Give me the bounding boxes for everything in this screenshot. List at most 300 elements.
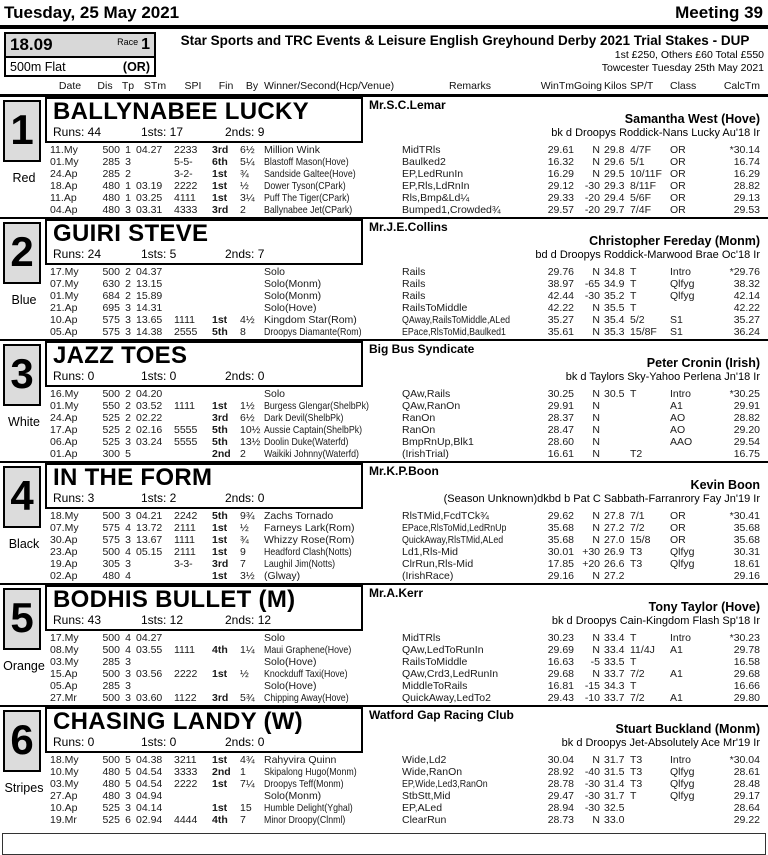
cell-going: N bbox=[592, 326, 600, 339]
cell-date: 11.Ap bbox=[50, 192, 77, 205]
cell-date: 01.My bbox=[50, 400, 79, 413]
cell-trap: 1 bbox=[125, 180, 131, 193]
cell-going: -65 bbox=[584, 278, 600, 291]
cell-trap: 2 bbox=[125, 400, 131, 413]
cell-spi: 2111 bbox=[174, 522, 196, 535]
dog-name-box bbox=[45, 97, 363, 143]
cell-finish: 5th bbox=[212, 436, 228, 449]
cell-remarks: MidTRls bbox=[402, 632, 441, 644]
cell-trap: 5 bbox=[125, 778, 131, 791]
form-row bbox=[0, 632, 768, 644]
cell-kilos: 33.7 bbox=[604, 692, 625, 705]
cell-calctime: 18.61 bbox=[733, 558, 760, 571]
cell-remarks: RanOn bbox=[402, 412, 436, 425]
cell-class: AAO bbox=[670, 436, 693, 449]
form-row bbox=[0, 802, 768, 814]
cell-sectional-time bbox=[136, 448, 174, 460]
cell-trap: 3 bbox=[125, 326, 131, 339]
cell-distance: 305 bbox=[102, 558, 120, 571]
dog-record bbox=[53, 247, 361, 261]
cell-wintime: 28.78 bbox=[547, 778, 574, 791]
cell-remarks: EPace,RlsToMid,LedRnUp bbox=[402, 522, 507, 535]
cell-finish: 1st bbox=[212, 778, 228, 791]
cell-trap: 4 bbox=[125, 522, 131, 535]
dog-name-box bbox=[45, 585, 363, 631]
cell-spi: 1111 bbox=[174, 400, 196, 413]
cell-going: N bbox=[592, 632, 600, 644]
cell-sectional-time: 04.38 bbox=[136, 754, 163, 766]
col-spi: SPI bbox=[184, 80, 202, 92]
cell-sp: 5/1 bbox=[630, 156, 645, 169]
cell-wintime: 29.16 bbox=[547, 570, 574, 583]
cell-sectional-time: 05.15 bbox=[136, 546, 163, 559]
cell-by: ¾ bbox=[240, 168, 249, 181]
cell-spi bbox=[174, 656, 212, 668]
cell-kilos: 31.4 bbox=[604, 778, 625, 791]
cell-finish: 1st bbox=[212, 180, 228, 193]
cell-calctime: 35.68 bbox=[733, 534, 760, 547]
cell-class: Qlfyg bbox=[670, 558, 695, 571]
cell-sp: 5/2 bbox=[630, 314, 645, 327]
dog-header bbox=[45, 585, 768, 631]
cell-finish: 2nd bbox=[212, 766, 231, 779]
cell-kilos: 33.4 bbox=[604, 644, 625, 657]
cell-by: 4½ bbox=[240, 314, 255, 327]
dog-runs: Runs: 3 bbox=[53, 491, 95, 505]
cell-sp: 7/2 bbox=[630, 692, 645, 705]
cell-sectional-time: 15.89 bbox=[136, 290, 163, 303]
breeding-line: (Season Unknown)dkbd b Pat C Sabbath-Farranrory Fay Jn'19 Ir bbox=[443, 493, 760, 505]
cell-remarks: RailsToMiddle bbox=[402, 656, 468, 669]
cell-trap: 3 bbox=[125, 204, 131, 217]
cell-class: AO bbox=[670, 412, 686, 425]
cell-sectional-time: 04.14 bbox=[136, 802, 163, 815]
cell-by: ½ bbox=[240, 668, 249, 681]
cell-going: -20 bbox=[584, 192, 600, 205]
cell-calctime: 28.82 bbox=[733, 412, 760, 425]
cell-date: 06.Ap bbox=[50, 436, 78, 449]
col-remarks: Remarks bbox=[448, 80, 491, 92]
cell-sp: T3 bbox=[630, 778, 643, 791]
cell-sp: T bbox=[630, 632, 637, 644]
cell-sectional-time: 03.60 bbox=[136, 692, 163, 705]
cell-kilos: 30.5 bbox=[604, 388, 625, 400]
form-row bbox=[0, 424, 768, 436]
cell-calctime: 29.20 bbox=[733, 424, 760, 437]
cell-finish bbox=[212, 302, 240, 314]
cell-finish: 1st bbox=[212, 754, 228, 766]
cell-going: -20 bbox=[584, 204, 600, 217]
cell-winner: (Glway) bbox=[264, 570, 301, 583]
cell-by: 2 bbox=[240, 448, 246, 461]
cell-finish: 3rd bbox=[212, 204, 229, 217]
cell-remarks: Wide,RanOn bbox=[402, 766, 463, 779]
cell-sp: 8/11F bbox=[630, 180, 657, 193]
dog-seconds: 2nds: 0 bbox=[225, 369, 265, 383]
cell-distance: 480 bbox=[102, 180, 120, 193]
cell-trap: 5 bbox=[125, 448, 131, 461]
col-wintm: WinTm bbox=[540, 80, 574, 92]
dogs bbox=[0, 97, 768, 827]
cell-wintime: 28.73 bbox=[547, 814, 574, 827]
cell-remarks: QuickAway,LedTo2 bbox=[402, 692, 491, 705]
cell-date: 23.Ap bbox=[50, 546, 78, 559]
cell-going: N bbox=[592, 266, 600, 278]
cell-wintime: 42.44 bbox=[547, 290, 574, 303]
cell-remarks: Rails bbox=[402, 266, 426, 278]
cell-finish: 2nd bbox=[212, 448, 231, 461]
cell-spi bbox=[174, 632, 212, 644]
dog-block bbox=[0, 97, 768, 217]
cell-distance: 525 bbox=[102, 802, 120, 815]
cell-sp bbox=[628, 570, 670, 582]
cell-calctime: 42.22 bbox=[733, 302, 760, 315]
cell-distance: 500 bbox=[102, 668, 120, 681]
cell-spi: 4111 bbox=[174, 192, 196, 205]
cell-spi: 1111 bbox=[174, 534, 196, 547]
cell-kilos: 34.8 bbox=[604, 266, 625, 278]
cell-sectional-time: 13.65 bbox=[136, 314, 163, 327]
dog-connections bbox=[363, 585, 768, 631]
cell-spi: 2222 bbox=[174, 180, 198, 193]
cell-finish: 1st bbox=[212, 668, 228, 681]
cell-distance: 500 bbox=[102, 644, 120, 657]
cell-spi: 4444 bbox=[174, 814, 198, 827]
cell-kilos: 34.9 bbox=[604, 278, 625, 291]
cell-wintime: 30.01 bbox=[547, 546, 574, 559]
cell-finish: 1st bbox=[212, 400, 228, 413]
cell-remarks: RailsToMiddle bbox=[402, 302, 468, 315]
cell-spi: 1111 bbox=[174, 314, 196, 327]
cell-going: N bbox=[592, 754, 600, 766]
cell-winner: Puff The Tiger(CPark) bbox=[264, 192, 350, 205]
race-number: 1 bbox=[141, 36, 150, 53]
form-rows bbox=[0, 632, 768, 705]
cell-calctime: 28.64 bbox=[733, 802, 760, 815]
cell-winner: Solo(Hove) bbox=[264, 656, 317, 669]
cell-kilos: 31.5 bbox=[604, 766, 625, 779]
cell-by: 9 bbox=[240, 546, 246, 559]
cell-wintime: 28.60 bbox=[547, 436, 574, 449]
cell-going: N bbox=[592, 168, 600, 181]
cell-spi: 2242 bbox=[174, 510, 198, 522]
cell-calctime: 16.75 bbox=[733, 448, 760, 461]
cell-sp: T bbox=[630, 290, 637, 303]
cell-kilos: 31.7 bbox=[604, 754, 625, 766]
col-class: Class bbox=[670, 80, 697, 92]
cell-winner: Whizzy Rose(Rom) bbox=[264, 534, 355, 547]
form-rows bbox=[0, 388, 768, 461]
cell-by: 10½ bbox=[240, 424, 261, 437]
cell-calctime: 29.53 bbox=[733, 204, 760, 217]
cell-by: 1 bbox=[240, 766, 246, 779]
cell-sp: T bbox=[630, 266, 637, 278]
dog-name-box bbox=[45, 707, 363, 753]
cell-class bbox=[670, 814, 710, 826]
cell-going: N bbox=[592, 388, 600, 400]
cell-spi bbox=[174, 278, 212, 290]
form-row bbox=[0, 546, 768, 558]
cell-going: N bbox=[592, 534, 600, 547]
cell-wintime: 29.68 bbox=[547, 668, 574, 681]
cell-calctime: 29.16 bbox=[733, 570, 760, 583]
cell-remarks: QAw,LedToRunIn bbox=[402, 644, 484, 657]
cell-by: 8 bbox=[240, 326, 246, 339]
cell-winner: Solo bbox=[264, 388, 286, 400]
cell-remarks: QuickAway,RlsTMid,ALed bbox=[402, 534, 504, 547]
cell-distance: 500 bbox=[102, 754, 120, 766]
cell-date: 05.Ap bbox=[50, 326, 78, 339]
cell-finish: 1st bbox=[212, 802, 228, 815]
form-row bbox=[0, 290, 768, 302]
cell-sectional-time: 03.55 bbox=[136, 644, 163, 657]
cell-class: A1 bbox=[670, 692, 683, 705]
cell-remarks: EP,LedRunIn bbox=[402, 168, 464, 181]
breeding-line: bk d Droopys Cain-Kingdom Flash Sp'18 Ir bbox=[551, 615, 760, 627]
cell-kilos: 27.0 bbox=[604, 534, 625, 547]
cell-sectional-time: 13.15 bbox=[136, 278, 163, 291]
dog-name: BALLYNABEE LUCKY bbox=[53, 98, 309, 125]
cell-wintime: 16.81 bbox=[547, 680, 574, 693]
cell-sp: T3 bbox=[630, 558, 643, 571]
cell-distance: 630 bbox=[102, 278, 120, 291]
cell-spi: 5555 bbox=[174, 436, 198, 449]
cell-distance: 500 bbox=[102, 632, 120, 644]
cell-kilos: 29.5 bbox=[604, 168, 625, 181]
cell-remarks: RanOn bbox=[402, 424, 436, 437]
cell-trap: 2 bbox=[125, 290, 131, 303]
cell-wintime: 29.76 bbox=[547, 266, 574, 278]
cell-spi bbox=[174, 388, 212, 400]
cell-sp: T bbox=[630, 790, 637, 803]
form-row bbox=[0, 790, 768, 802]
cell-kilos bbox=[600, 424, 628, 436]
trainer-name: Tony Taylor (Hove) bbox=[648, 600, 760, 614]
cell-sp: 5/6F bbox=[630, 192, 652, 205]
form-rows bbox=[0, 144, 768, 217]
meeting-number: Meeting 39 bbox=[675, 3, 763, 22]
cell-sectional-time: 04.27 bbox=[136, 632, 163, 644]
dog-name: GUIRI STEVE bbox=[53, 220, 209, 247]
cell-class: OR bbox=[670, 510, 686, 522]
cell-calctime: 36.24 bbox=[733, 326, 760, 339]
form-row bbox=[0, 204, 768, 216]
cell-class: A1 bbox=[670, 644, 683, 657]
cell-sectional-time: 04.37 bbox=[136, 266, 163, 278]
cell-by: 5¾ bbox=[240, 692, 255, 705]
cell-winner: Dark Devil(ShelbPk) bbox=[264, 412, 344, 425]
cell-date: 04.Ap bbox=[50, 204, 78, 217]
cell-wintime: 17.85 bbox=[547, 558, 574, 571]
dog-block bbox=[0, 583, 768, 705]
cell-date: 27.Ap bbox=[50, 790, 78, 803]
cell-winner: Waikiki Johnny(Waterfd) bbox=[264, 448, 359, 461]
cell-by: 5¼ bbox=[240, 156, 255, 169]
cell-remarks: MidTRls bbox=[402, 144, 441, 156]
form-row bbox=[0, 412, 768, 424]
cell-remarks: Rls,Bmp&Ld¼ bbox=[402, 192, 470, 205]
cell-spi: 3-2- bbox=[174, 168, 193, 181]
cell-wintime: 29.91 bbox=[547, 400, 574, 413]
cell-sectional-time: 04.27 bbox=[136, 144, 163, 156]
dog-block bbox=[0, 705, 768, 827]
cell-remarks: QAw,Rails bbox=[402, 388, 451, 400]
cell-calctime: 35.27 bbox=[733, 314, 760, 327]
cell-going: N bbox=[592, 814, 600, 827]
form-row bbox=[0, 814, 768, 826]
cell-distance: 480 bbox=[102, 766, 120, 779]
owner-name: Mr.J.E.Collins bbox=[369, 220, 448, 234]
dog-block bbox=[0, 461, 768, 583]
cell-kilos: 27.8 bbox=[604, 510, 625, 522]
cell-trap: 2 bbox=[125, 424, 131, 437]
cell-winner: Zachs Tornado bbox=[264, 510, 334, 522]
cell-class: OR bbox=[670, 180, 686, 193]
cell-date: 01.Ap bbox=[50, 448, 78, 461]
cell-kilos bbox=[600, 400, 628, 412]
dog-seconds: 2nds: 9 bbox=[225, 125, 265, 139]
cell-by bbox=[240, 290, 264, 302]
cell-class: OR bbox=[670, 534, 686, 547]
cell-sp: 10/11F bbox=[630, 168, 662, 181]
cell-spi bbox=[174, 680, 212, 692]
cell-remarks: Ld1,Rls-Mid bbox=[402, 546, 459, 559]
cell-sectional-time: 04.54 bbox=[136, 778, 163, 791]
cell-date: 10.My bbox=[50, 766, 79, 779]
cell-calctime: *30.04 bbox=[729, 754, 760, 766]
dog-record bbox=[53, 369, 361, 383]
cell-trap: 2 bbox=[125, 388, 131, 400]
cell-by: 13½ bbox=[240, 436, 261, 449]
cell-by: 2 bbox=[240, 204, 246, 217]
cell-kilos: 33.0 bbox=[604, 814, 625, 827]
cell-by: ¾ bbox=[240, 534, 249, 547]
cell-sp bbox=[628, 436, 670, 448]
cell-remarks: StbStt,Mid bbox=[402, 790, 451, 803]
cell-remarks: EPace,RlsToMid,Baulked1 bbox=[402, 326, 506, 339]
cell-by bbox=[240, 632, 264, 644]
cell-finish: 3rd bbox=[212, 692, 229, 705]
form-rows bbox=[0, 754, 768, 827]
cell-kilos bbox=[600, 412, 628, 424]
form-row bbox=[0, 326, 768, 338]
dog-header bbox=[45, 219, 768, 265]
cell-distance: 525 bbox=[102, 412, 120, 425]
cell-class bbox=[670, 680, 710, 692]
cell-spi bbox=[174, 790, 212, 802]
cell-winner: Solo(Hove) bbox=[264, 302, 317, 315]
cell-class bbox=[670, 302, 710, 314]
cell-remarks: QAw,Crd3,LedRunIn bbox=[402, 668, 499, 681]
cell-sp bbox=[628, 814, 670, 826]
dog-runs: Runs: 44 bbox=[53, 125, 102, 139]
form-row bbox=[0, 400, 768, 412]
cell-class: OR bbox=[670, 204, 686, 217]
cell-going: N bbox=[592, 522, 600, 535]
cell-distance: 480 bbox=[102, 192, 120, 205]
cell-spi: 3211 bbox=[174, 754, 197, 766]
form-row bbox=[0, 668, 768, 680]
cell-sectional-time bbox=[136, 680, 174, 692]
trainer-name: Christopher Fereday (Monm) bbox=[589, 234, 760, 248]
cell-class: Qlfyg bbox=[670, 546, 695, 559]
cell-by: 6½ bbox=[240, 412, 255, 425]
cell-going: -30 bbox=[584, 778, 600, 791]
trap-color-label: Blue bbox=[11, 293, 37, 307]
cell-winner: Humble Delight(Yghal) bbox=[264, 802, 353, 815]
owner-name: Mr.S.C.Lemar bbox=[369, 98, 446, 112]
cell-wintime: 30.23 bbox=[547, 632, 574, 644]
form-row bbox=[0, 278, 768, 290]
cell-finish: 5th bbox=[212, 326, 228, 339]
cell-sectional-time: 03.24 bbox=[136, 436, 163, 449]
cell-finish: 5th bbox=[212, 510, 228, 522]
cell-class: Intro bbox=[670, 266, 692, 278]
cell-distance: 695 bbox=[102, 302, 120, 315]
cell-calctime: 16.74 bbox=[733, 156, 760, 169]
cell-going: N bbox=[592, 668, 600, 681]
cell-calctime: 29.13 bbox=[733, 192, 760, 205]
form-row bbox=[0, 644, 768, 656]
race-time: 18.09 bbox=[10, 35, 53, 54]
cell-class: OR bbox=[670, 144, 686, 156]
cell-going: N bbox=[592, 510, 600, 522]
dog-connections bbox=[363, 463, 768, 509]
cell-sp: T3 bbox=[630, 754, 643, 766]
dog-runs: Runs: 0 bbox=[53, 369, 95, 383]
cell-wintime: 16.32 bbox=[547, 156, 574, 169]
cell-kilos: 29.6 bbox=[604, 156, 625, 169]
dog-seconds: 2nds: 7 bbox=[225, 247, 265, 261]
cell-date: 07.My bbox=[50, 522, 79, 535]
cell-calctime: *30.25 bbox=[729, 388, 760, 400]
cell-spi bbox=[174, 290, 212, 302]
cell-wintime: 35.68 bbox=[547, 522, 574, 535]
trainer-name: Samantha West (Hove) bbox=[624, 112, 760, 126]
col-calctm: CalcTm bbox=[723, 80, 760, 92]
race-distance: 500m Flat bbox=[10, 59, 66, 74]
cell-by: 7 bbox=[240, 558, 246, 571]
trap-color-label: Black bbox=[8, 537, 40, 551]
cell-remarks: EP,Wide,Led3,RanOn bbox=[402, 778, 488, 791]
cell-date: 03.My bbox=[50, 656, 79, 669]
cell-sp: 7/2 bbox=[630, 668, 645, 681]
cell-going: +20 bbox=[582, 558, 600, 571]
cell-finish bbox=[212, 632, 240, 644]
cell-winner: Maui Graphene(Hove) bbox=[264, 644, 352, 657]
form-row bbox=[0, 558, 768, 570]
trap-number: 3 bbox=[3, 344, 41, 406]
cell-sectional-time bbox=[136, 656, 174, 668]
cell-spi: 2111 bbox=[174, 546, 196, 559]
cell-class: OR bbox=[670, 192, 686, 205]
cell-sectional-time: 03.52 bbox=[136, 400, 163, 413]
form-rows bbox=[0, 266, 768, 339]
cell-sectional-time: 04.21 bbox=[136, 510, 163, 522]
form-row bbox=[0, 144, 768, 156]
cell-calctime: 38.32 bbox=[733, 278, 760, 291]
cell-kilos: 33.5 bbox=[604, 656, 625, 669]
cell-wintime: 29.61 bbox=[547, 144, 574, 156]
cell-kilos: 33.7 bbox=[604, 668, 625, 681]
cell-going: -40 bbox=[584, 766, 600, 779]
cell-calctime: 28.48 bbox=[733, 778, 760, 791]
form-row bbox=[0, 192, 768, 204]
cell-winner: Droopys Diamante(Rom) bbox=[264, 326, 362, 339]
form-row bbox=[0, 570, 768, 582]
col-stm: STm bbox=[143, 80, 167, 92]
cell-remarks: Rails bbox=[402, 278, 426, 291]
